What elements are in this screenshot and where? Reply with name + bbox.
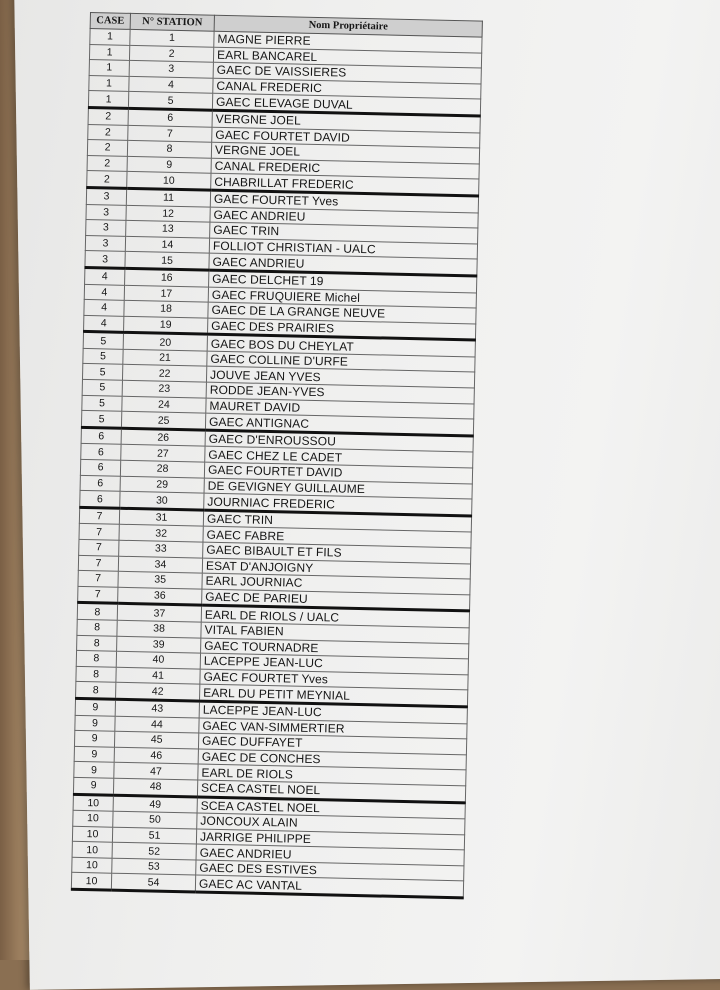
cell-owner-name: GAEC DE CONCHES <box>198 749 466 770</box>
table-body <box>71 29 482 898</box>
cell-case: 9 <box>74 730 114 746</box>
cell-owner-name: GAEC COLLINE D'URFE <box>207 351 475 372</box>
cell-owner-name: GAEC TOURNADRE <box>201 638 469 659</box>
cell-station: 7 <box>128 125 212 142</box>
cell-station: 19 <box>124 316 208 334</box>
cell-case: 8 <box>77 635 117 651</box>
cell-owner-name: RODDE JEAN-YVES <box>206 382 474 403</box>
cell-station: 40 <box>116 651 200 668</box>
cell-station: 22 <box>122 365 206 382</box>
cell-case: 2 <box>88 107 128 124</box>
cell-station: 44 <box>115 716 199 733</box>
cell-owner-name: JOUVE JEAN YVES <box>206 367 474 388</box>
cell-owner-name: SCEA CASTEL NOEL <box>197 797 465 819</box>
cell-case: 9 <box>75 698 115 715</box>
cell-case: 9 <box>74 746 114 762</box>
cell-case: 2 <box>88 124 128 140</box>
cell-station: 20 <box>123 333 207 351</box>
cell-owner-name: GAEC FOURTET DAVID <box>204 462 472 483</box>
cell-owner-name: GAEC DE LA GRANGE NEUVE <box>208 302 476 323</box>
cell-owner-name: GAEC CHEZ LE CADET <box>205 447 473 468</box>
cell-case: 3 <box>86 204 126 220</box>
cell-case: 10 <box>72 857 112 873</box>
cell-case: 6 <box>80 459 120 475</box>
cell-case: 8 <box>77 619 117 635</box>
cell-owner-name: GAEC DE VAISSIERES <box>213 62 481 83</box>
cell-owner-name: EARL BANCAREL <box>213 47 481 68</box>
cell-case: 4 <box>84 284 124 300</box>
cell-case: 6 <box>81 427 121 444</box>
cell-owner-name: GAEC DES ESTIVES <box>196 860 464 881</box>
cell-case: 9 <box>73 777 113 794</box>
cell-station: 13 <box>126 220 210 237</box>
header-owner-name: Nom Propriétaire <box>214 15 482 37</box>
cell-station: 50 <box>113 811 197 828</box>
cell-case: 8 <box>76 666 116 682</box>
cell-station: 12 <box>126 205 210 222</box>
cell-case: 10 <box>71 873 111 890</box>
cell-case: 10 <box>73 810 113 826</box>
cell-station: 24 <box>122 396 206 413</box>
cell-station: 52 <box>112 842 196 859</box>
cell-case: 7 <box>79 539 119 555</box>
cell-station: 18 <box>124 300 208 317</box>
cell-station: 9 <box>127 156 211 173</box>
cell-station: 32 <box>119 525 203 542</box>
cell-case: 10 <box>73 794 113 811</box>
cell-station: 3 <box>129 61 213 78</box>
cell-case: 1 <box>89 60 129 76</box>
cell-case: 9 <box>75 715 115 731</box>
cell-station: 2 <box>129 45 213 62</box>
cell-owner-name: EARL JOURNIAC <box>202 573 470 594</box>
cell-case: 4 <box>85 267 125 284</box>
cell-owner-name: GAEC TRIN <box>203 510 471 532</box>
cell-case: 7 <box>78 555 118 571</box>
cell-case: 5 <box>83 332 123 349</box>
cell-station: 30 <box>120 491 204 509</box>
cell-case: 4 <box>84 300 124 316</box>
cell-station: 39 <box>117 636 201 653</box>
cell-owner-name: JONCOUX ALAIN <box>197 813 465 834</box>
cell-station: 26 <box>121 428 205 446</box>
cell-station: 34 <box>118 556 202 573</box>
cell-owner-name: GAEC ELEVAGE DUVAL <box>212 94 480 116</box>
cell-case: 7 <box>79 507 119 524</box>
cell-case: 2 <box>87 171 127 188</box>
cell-owner-name: MAURET DAVID <box>206 398 474 419</box>
cell-owner-name: CANAL FREDERIC <box>213 78 481 99</box>
cell-station: 4 <box>129 76 213 93</box>
cell-case: 10 <box>72 842 112 858</box>
cell-owner-name: EARL DE RIOLS / UALC <box>201 605 469 627</box>
cell-case: 1 <box>89 44 129 60</box>
cell-station: 1 <box>130 29 214 46</box>
cell-owner-name: GAEC D'ENROUSSOU <box>205 430 473 452</box>
cell-case: 2 <box>87 140 127 156</box>
cell-owner-name: GAEC DELCHET 19 <box>209 270 477 292</box>
cell-case: 3 <box>86 220 126 236</box>
cell-station: 41 <box>116 667 200 684</box>
cell-station: 21 <box>123 349 207 366</box>
cell-owner-name: JOURNIAC FREDERIC <box>204 493 472 515</box>
cell-case: 5 <box>82 379 122 395</box>
cell-owner-name: GAEC DUFFAYET <box>198 733 466 754</box>
cell-case: 1 <box>90 29 130 45</box>
cell-case: 9 <box>74 762 114 778</box>
cell-station: 36 <box>118 587 202 605</box>
cell-station: 42 <box>116 683 200 701</box>
cell-station: 14 <box>125 236 209 253</box>
cell-case: 8 <box>76 651 116 667</box>
cell-case: 7 <box>79 524 119 540</box>
cell-case: 5 <box>82 395 122 411</box>
cell-station: 8 <box>127 141 211 158</box>
cell-owner-name: GAEC DES PRAIRIES <box>207 318 475 340</box>
cell-case: 5 <box>81 411 121 428</box>
station-table <box>71 12 483 899</box>
cell-case: 6 <box>81 444 121 460</box>
cell-case: 8 <box>77 603 117 620</box>
cell-owner-name: LACEPPE JEAN-LUC <box>200 653 468 674</box>
cell-case: 7 <box>78 586 118 603</box>
header-case: CASE <box>90 13 130 30</box>
cell-case: 2 <box>87 155 127 171</box>
cell-station: 37 <box>117 604 201 622</box>
cell-station: 17 <box>124 285 208 302</box>
cell-owner-name: JARRIGE PHILIPPE <box>196 829 464 850</box>
cell-case: 6 <box>80 491 120 508</box>
cell-owner-name: GAEC BOS DU CHEYLAT <box>207 334 475 356</box>
cell-case: 8 <box>76 682 116 699</box>
cell-owner-name: GAEC TRIN <box>210 222 478 243</box>
cell-owner-name: GAEC FABRE <box>203 527 471 548</box>
cell-owner-name: VERGNE JOEL <box>211 142 479 163</box>
cell-case: 7 <box>78 571 118 587</box>
cell-station: 10 <box>127 172 211 190</box>
cell-station: 5 <box>128 92 212 110</box>
station-table-container <box>71 12 483 899</box>
cell-station: 33 <box>119 540 203 557</box>
cell-owner-name: GAEC ANDRIEU <box>196 844 464 865</box>
cell-case: 3 <box>85 251 125 268</box>
cell-station: 16 <box>125 268 209 286</box>
header-station: N° STATION <box>130 13 214 31</box>
cell-owner-name: DE GEVIGNEY GUILLAUME <box>204 478 472 499</box>
cell-owner-name: GAEC ANDRIEU <box>210 207 478 228</box>
cell-owner-name: GAEC BIBAULT ET FILS <box>203 542 471 563</box>
cell-owner-name: FOLLIOT CHRISTIAN - UALC <box>209 238 477 259</box>
cell-station: 31 <box>119 508 203 526</box>
cell-owner-name: LACEPPE JEAN-LUC <box>199 701 467 723</box>
cell-owner-name: EARL DE RIOLS <box>198 764 466 785</box>
cell-station: 28 <box>120 460 204 477</box>
cell-case: 1 <box>88 91 128 108</box>
cell-station: 53 <box>112 858 196 875</box>
cell-station: 54 <box>111 874 195 892</box>
cell-station: 6 <box>128 108 212 126</box>
cell-owner-name: GAEC ANDRIEU <box>209 253 477 275</box>
cell-owner-name: ESAT D'ANJOIGNY <box>202 558 470 579</box>
cell-owner-name: GAEC FOURTET Yves <box>200 669 468 690</box>
cell-station: 38 <box>117 620 201 637</box>
cell-owner-name: GAEC FRUQUIERE Michel <box>208 287 476 308</box>
cell-owner-name: GAEC VAN-SIMMERTIER <box>199 718 467 739</box>
cell-station: 51 <box>112 827 196 844</box>
cell-station: 45 <box>114 731 198 748</box>
cell-case: 4 <box>84 315 124 332</box>
cell-station: 46 <box>114 747 198 764</box>
cell-case: 3 <box>86 187 126 204</box>
cell-owner-name: VITAL FABIEN <box>201 622 469 643</box>
cell-station: 49 <box>113 795 197 813</box>
cell-station: 11 <box>126 188 210 206</box>
cell-station: 27 <box>121 445 205 462</box>
cell-case: 10 <box>72 826 112 842</box>
cell-case: 3 <box>85 235 125 251</box>
cell-owner-name: EARL DU PETIT MEYNIAL <box>199 684 467 706</box>
cell-owner-name: CANAL FREDERIC <box>211 158 479 179</box>
cell-case: 5 <box>82 364 122 380</box>
cell-case: 5 <box>83 348 123 364</box>
cell-owner-name: CHABRILLAT FREDERIC <box>211 174 479 196</box>
cell-station: 29 <box>120 476 204 493</box>
cell-station: 43 <box>115 699 199 717</box>
cell-owner-name: GAEC AC VANTAL <box>195 875 463 897</box>
cell-station: 25 <box>121 412 205 430</box>
cell-owner-name: SCEA CASTEL NOEL <box>197 780 465 802</box>
cell-station: 35 <box>118 571 202 588</box>
cell-owner-name: GAEC FOURTET Yves <box>210 190 478 212</box>
cell-case: 1 <box>89 75 129 91</box>
cell-owner-name: GAEC FOURTET DAVID <box>212 127 480 148</box>
cell-station: 23 <box>122 380 206 397</box>
cell-owner-name: GAEC DE PARIEU <box>202 589 470 611</box>
cell-owner-name: MAGNE PIERRE <box>214 31 482 52</box>
cell-case: 6 <box>80 475 120 491</box>
cell-owner-name: GAEC ANTIGNAC <box>205 413 473 435</box>
cell-owner-name: VERGNE JOEL <box>212 110 480 132</box>
cell-station: 15 <box>125 252 209 270</box>
cell-station: 48 <box>113 778 197 796</box>
cell-station: 47 <box>114 763 198 780</box>
